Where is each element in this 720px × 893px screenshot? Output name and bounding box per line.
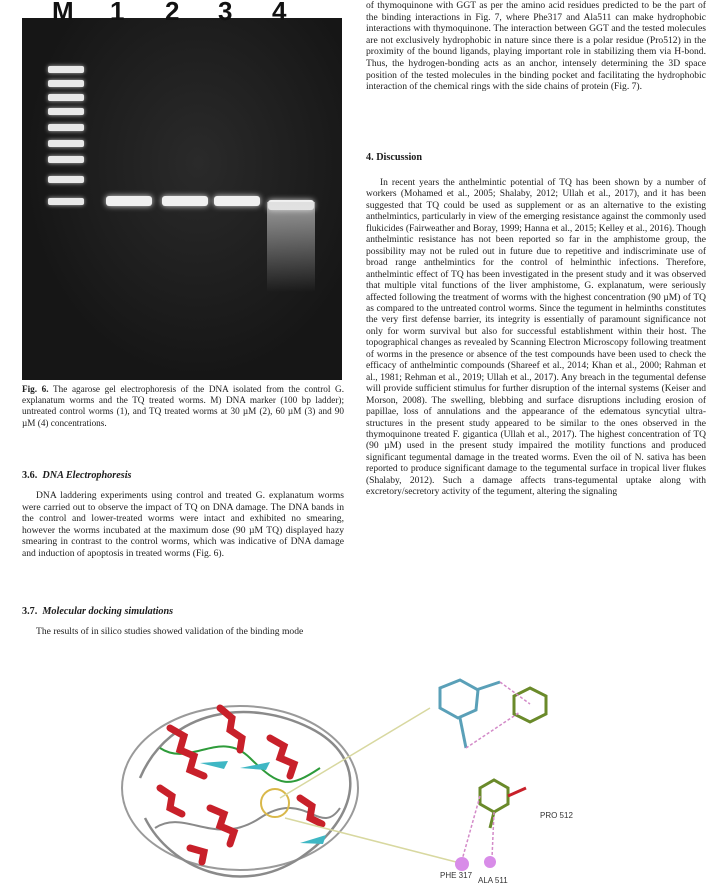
section-3-6-body: DNA laddering experiments using control and treated G. explanatum worms were carried out to observe the impact of TQ on DNA damage. The DNA bands in the control and lower-treated worms were intact and exhibited no smearing, however the worms incubated at the maximum dose (90 µM TQ) displayed hazy smearing in contrast to the control worms, which was indicative of DNA damage and induction of apoptosis in treated worms (Fig. 6). bbox=[22, 490, 344, 559]
fig6-caption bbox=[22, 384, 344, 429]
section-3-6-heading: 3.6. DNA Electrophoresis bbox=[22, 470, 132, 481]
section-3-7-heading: 3.7. Molecular docking simulations bbox=[22, 606, 174, 617]
right-column-top-text: of thymoquinone with GGT as per the amino acid residues predicted to be the part of the binding interactions in Fig. 7, where Phe317 and Ala511 can make hydrophobic interactions with thymoquinone. The interaction between GGT and the tested molecules are not exclusively hydrophobic in nature since there is a polar residue (Pro512) in the proximity of the bound ligands, playing important role in stabilizing them via H-bond. Thus, the hydrogen-bonding acts as an anchor, intensely determining the 3D space position of the tested molecules in the binding pocket and facilitating the hydrophobic interaction of the chemical rings with the side chains of protein (Fig. 7). bbox=[366, 0, 706, 93]
gel-lane-label: 4 bbox=[272, 0, 287, 26]
ligand-lower bbox=[455, 780, 526, 871]
gel-lane-label: 2 bbox=[165, 0, 180, 26]
fig6-caption-text: The agarose gel electrophoresis of the DNA isolated from the control G. explanatum worms and the TQ treated worms. M) DNA marker (100 bp ladder); untreated control worms (1), and TQ treated worms at 30 µM (2), 60 µM (3) and 90 µM (4) concentrations. bbox=[22, 384, 344, 428]
gel-lane-label: 3 bbox=[218, 0, 233, 26]
gel-lane-label: 1 bbox=[110, 0, 125, 26]
protein-ribbon bbox=[122, 706, 358, 877]
residue-label-pro512: PRO 512 bbox=[540, 811, 573, 820]
discussion-heading: 4. Discussion bbox=[366, 152, 423, 163]
gel-lane-label: M bbox=[52, 0, 74, 26]
residue-label-ala511: ALA 511 bbox=[478, 876, 508, 885]
fig6-caption-label: Fig. 6. bbox=[22, 384, 49, 394]
residue-label-phe317: PHE 317 bbox=[440, 871, 473, 880]
section-3-7-body: The results of in silico studies showed validation of the binding mode bbox=[36, 626, 304, 637]
discussion-body: In recent years the anthelmintic potential of TQ has been shown by a number of workers (Mohamed et al., 2005; Shalaby, 2012; Ullah et al., 2017), and it has been suggested that TQ could be used as supplement or as an alternative to the existing anthelmintics, particularly in view of the emerging resistance against the commonly used flukicides (Fairweather and Boray, 1999; Hanna et al., 2015; Kelley et al., 2016). Though anthelmintic resistance has not been reported so far in the amphistome group, the possibility may not be ruled out in future due to repetitive and indiscriminate use of broad range anthelmintics for the control of helminthic infections. Therefore, anthelmintic effect of TQ has been investigated in the present study and it was observed that multiple vital functions of the liver amphistome, G. explanatum, were seriously affected following the treatment of worms with the highest concentration (90 µM) of TQ as compared to the untreated control worms. Since the tegument in helminths constitutes the very first defense barrier, its integrity is essentially of paramount significance not only for worm survival but also for successful establishment within their host. The topographical changes as revealed by Scanning Electron Microscopy following treatment of worms in the presence or absence of the test compounds have been used to check the efficacy of anthelmintic compounds (Shareef et al., 2014; Khan et al., 2000; Rahman et al., 1981; Rehman et al., 2019; Ullah et al., 2017). Any breach in the tegumental defense will provide sufficient stimulus for further disruption of the internal systems (Keiser and Morson, 2008). The swelling, blebbing and surface disruptions including erosion of papillae, loss of annulations and the appearance of the edematous syncytial ultra-structures in the present study appeared to be similar to the ones observed in the thymoquinone treated F. gigantica (Ullah et al., 2017). The highest concentration of TQ (90 µM) used in the present study impaired the motility functions and produced significant tegumental damage in the treated worms. Even the oil of N. sativa has been reported to produce significant damage to the tegumental surface in tropical liver flukes (Shalaby, 2012). Such a damage affects trans-tegumental uptake along with excretory/secretory activity of the tegument, altering the signaling bbox=[366, 178, 706, 498]
gel-image bbox=[22, 18, 342, 380]
ligand-upper bbox=[440, 680, 546, 748]
docking-figure bbox=[100, 668, 660, 893]
